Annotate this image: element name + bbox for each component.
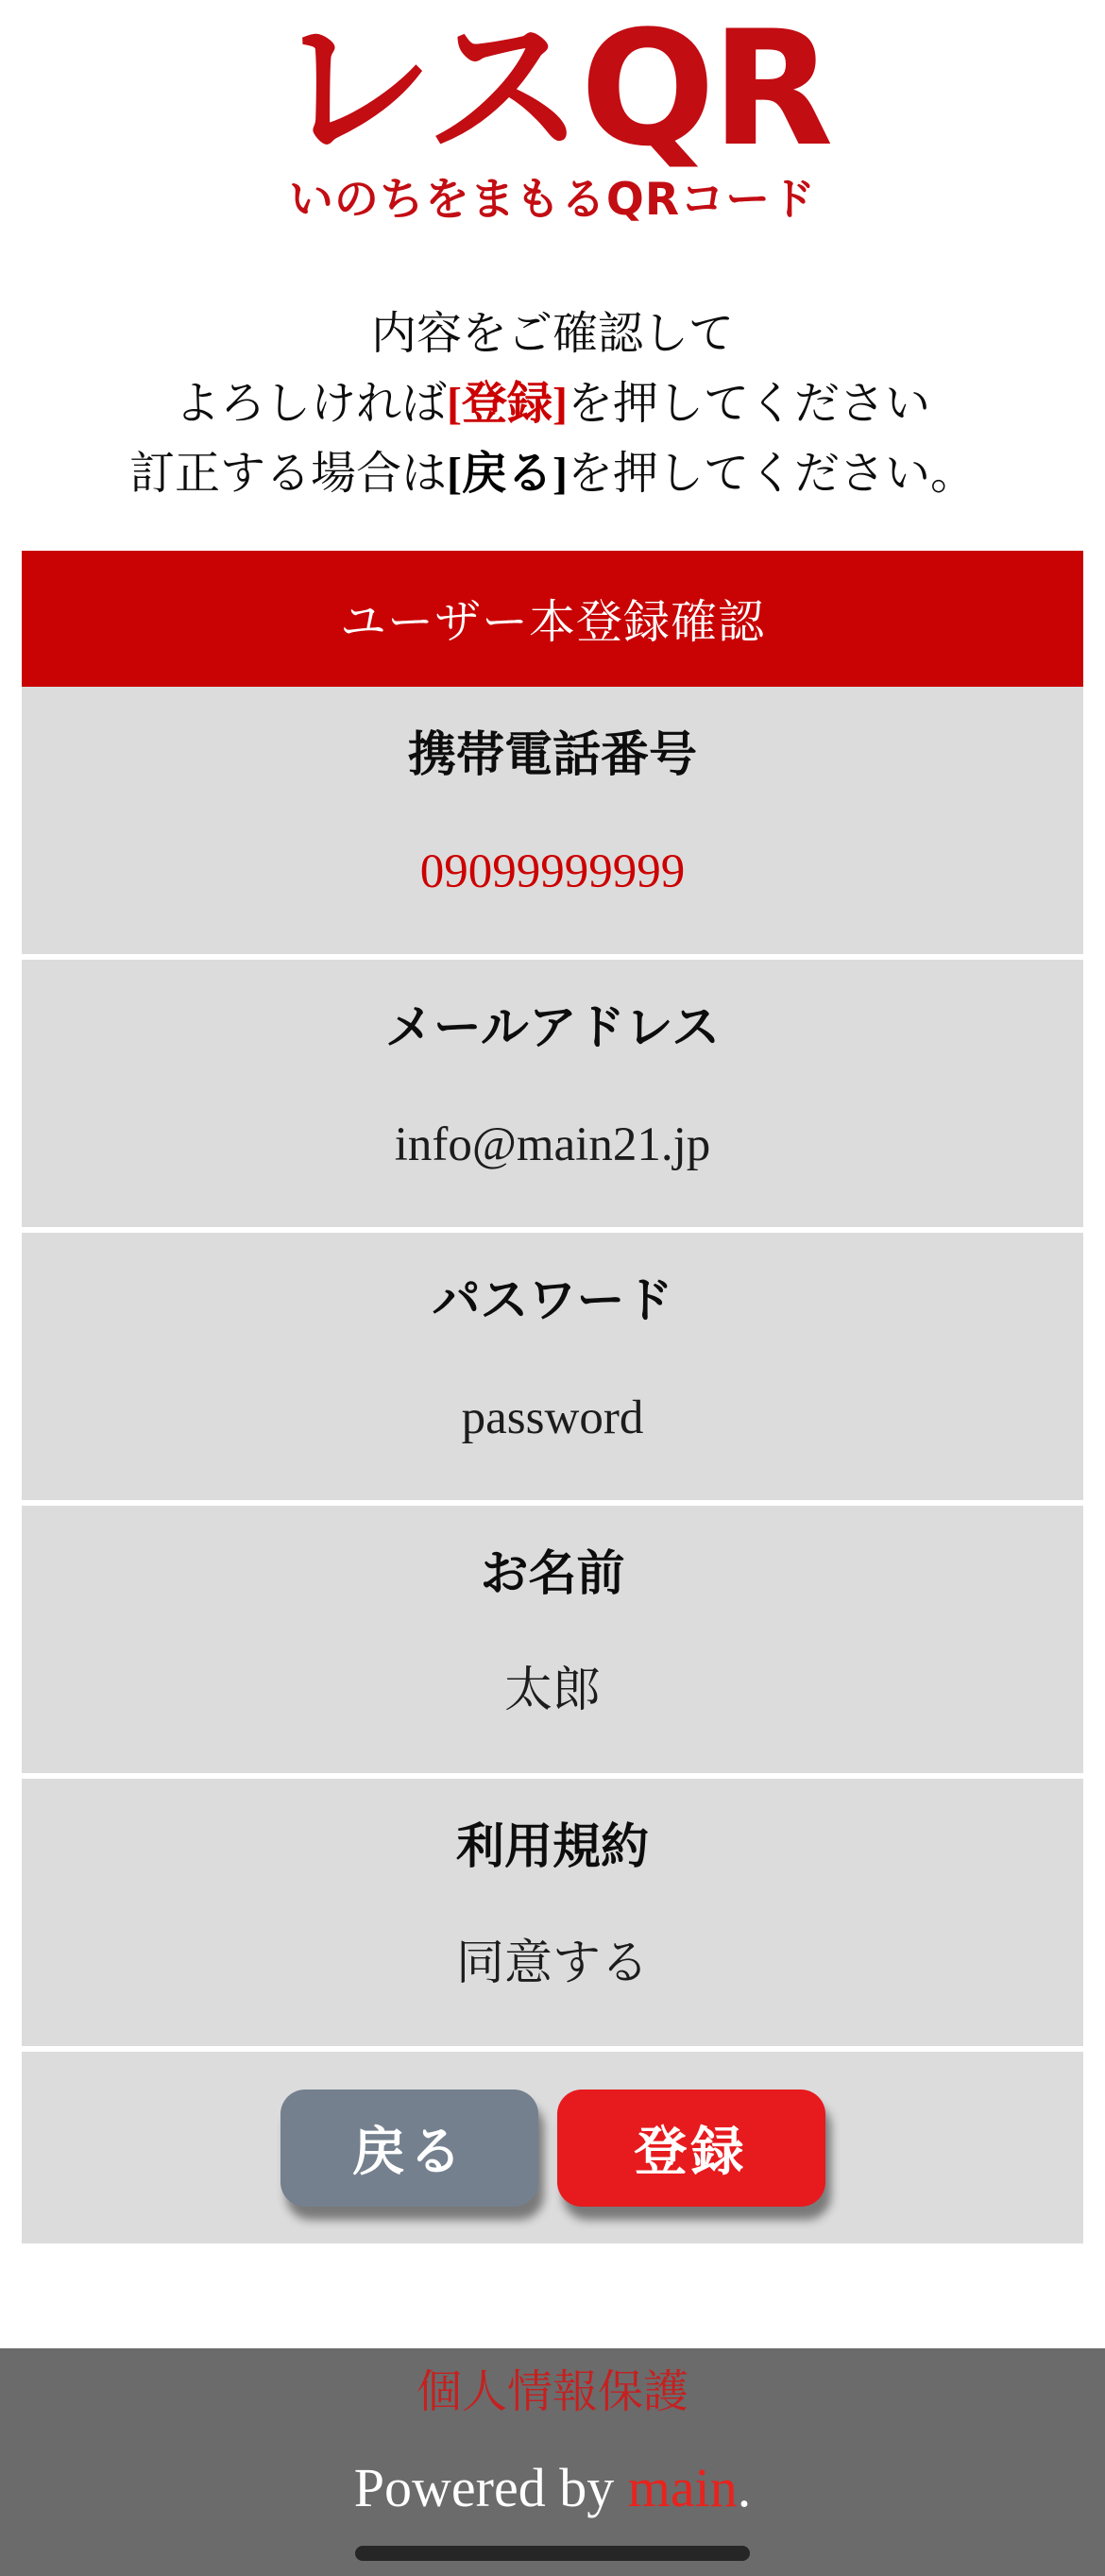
row-terms xyxy=(22,1779,1083,2046)
password-label: パスワード xyxy=(432,1275,673,1328)
email-label: メールアドレス xyxy=(384,1002,721,1055)
row-email xyxy=(22,960,1083,1227)
instruction-text-segment: を押してください。 xyxy=(567,449,976,499)
logo[interactable] xyxy=(0,0,1105,226)
terms-label: 利用規約 xyxy=(455,1821,649,1874)
confirmation-table xyxy=(22,551,1083,2243)
instruction-text-segment: 訂正する場合は xyxy=(128,449,447,499)
logo-tagline: いのちをまもるQRコード xyxy=(288,174,817,226)
footer xyxy=(0,2348,1105,2576)
email-value: info@main21.jp xyxy=(394,1118,711,1171)
back-button[interactable]: 戻る xyxy=(280,2090,538,2207)
terms-value: 同意する xyxy=(455,1937,649,1990)
powered-by-text: Powered by xyxy=(353,2457,628,2518)
instruction-text-segment: を押してください xyxy=(567,379,930,429)
instructions xyxy=(0,299,1105,509)
powered-by xyxy=(0,2457,1105,2518)
instruction-line-1: 内容をご確認して xyxy=(370,309,734,359)
back-highlight: [戻る] xyxy=(447,449,568,499)
instruction-line-3 xyxy=(0,439,1105,509)
instruction-line-2 xyxy=(0,369,1105,439)
brand-main: main xyxy=(627,2457,738,2518)
buttons-row xyxy=(22,2052,1083,2243)
table-title: ユーザー本登録確認 xyxy=(22,551,1083,687)
row-phone xyxy=(22,687,1083,954)
privacy-link[interactable]: 個人情報保護 xyxy=(416,2367,688,2417)
phone-label: 携帯電話番号 xyxy=(407,729,697,782)
password-value: password xyxy=(461,1391,644,1444)
row-name xyxy=(22,1506,1083,1773)
phone-value: 09099999999 xyxy=(419,845,686,898)
row-password xyxy=(22,1233,1083,1500)
register-highlight: [登録] xyxy=(447,379,568,429)
home-indicator[interactable] xyxy=(355,2546,750,2561)
powered-by-period: . xyxy=(737,2457,752,2518)
instruction-text-segment: よろしければ xyxy=(174,379,447,429)
register-button[interactable]: 登録 xyxy=(557,2090,825,2207)
logo-wordmark: レスQR xyxy=(275,0,830,181)
name-label: お名前 xyxy=(480,1548,625,1601)
name-value: 太郎 xyxy=(503,1664,601,1717)
